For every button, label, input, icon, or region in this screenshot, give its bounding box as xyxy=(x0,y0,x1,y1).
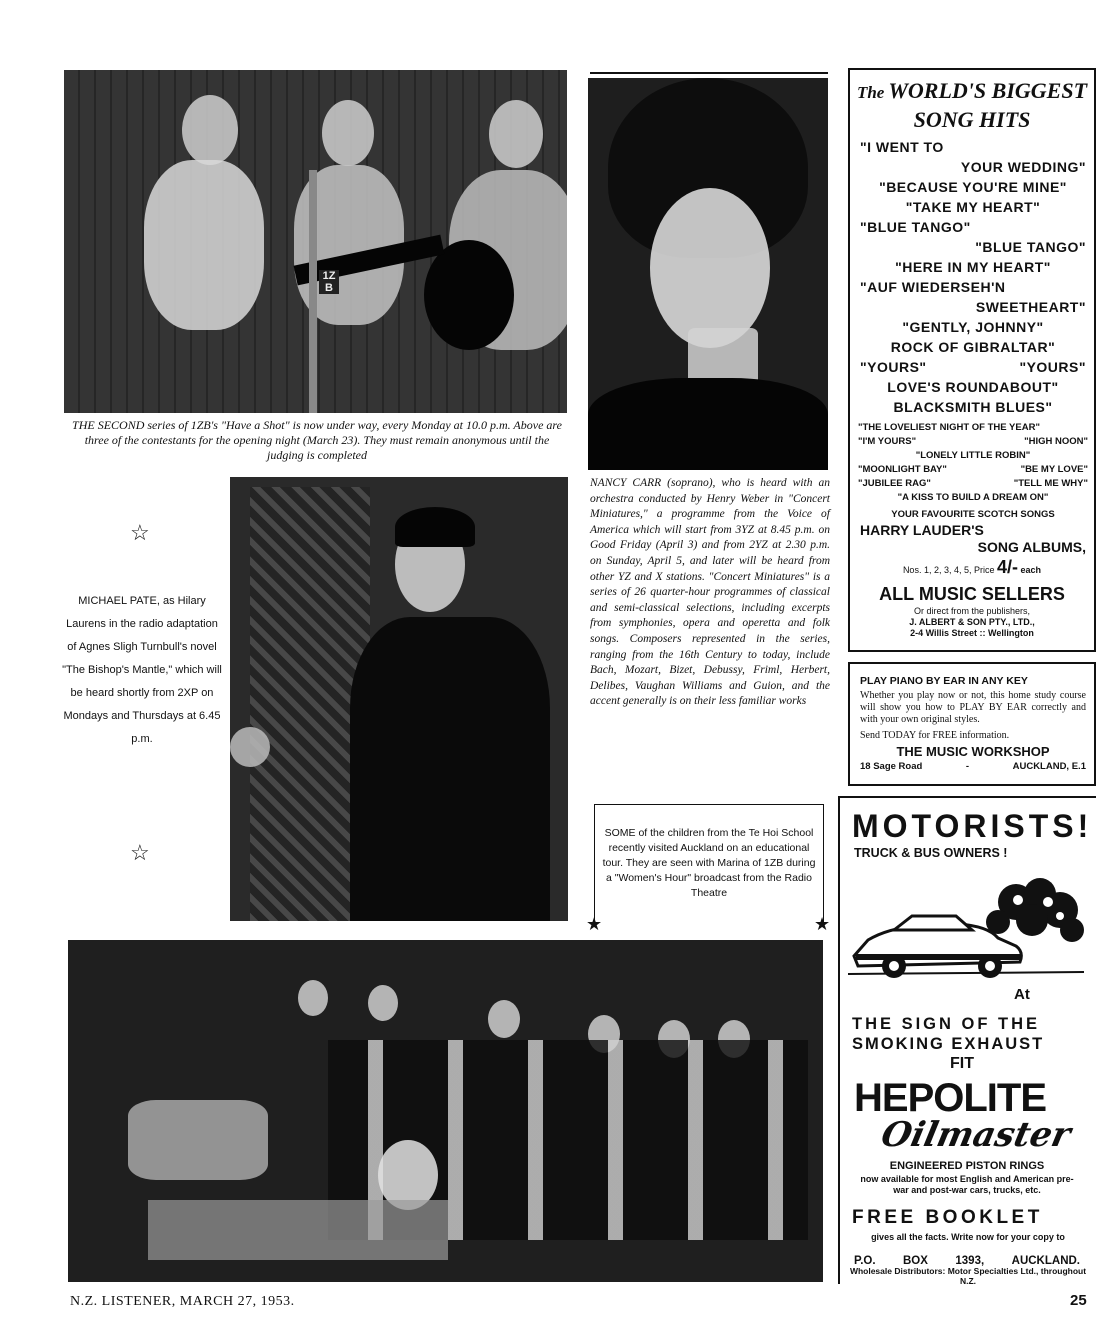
song-right: "BE MY LOVE" xyxy=(1020,464,1088,475)
song-line-small: "THE LOVELIEST NIGHT OF THE YEAR" xyxy=(858,422,1040,433)
ad-title-main: WORLD'S BIGGEST xyxy=(888,78,1088,103)
box-label: BOX xyxy=(903,1255,928,1267)
publisher-address: 2-4 Willis Street :: Wellington xyxy=(910,628,1034,638)
free-booklet: FREE BOOKLET xyxy=(852,1207,1043,1228)
song-line: "I WENT TO xyxy=(860,139,944,155)
car-illustration xyxy=(848,872,1088,984)
motor-sign-2: SMOKING EXHAUST xyxy=(852,1035,1045,1053)
star-icon: ★ xyxy=(586,914,603,934)
page-number: 25 xyxy=(1070,1292,1087,1309)
song-line: LOVE'S ROUNDABOUT" xyxy=(887,379,1059,395)
song-line-small xyxy=(858,477,1088,491)
motor-rings: ENGINEERED PISTON RINGS xyxy=(889,1160,1045,1172)
song-line: "BLUE TANGO" xyxy=(860,219,971,235)
song-line: "GENTLY, JOHNNY" xyxy=(902,319,1044,335)
star-icon: ☆ xyxy=(130,840,150,865)
album-each: each xyxy=(1020,565,1042,575)
ad-title-the: The xyxy=(856,83,885,102)
michael-pate-caption: MICHAEL PATE, as Hilary Laurens in the radio adaptation of Agnes Sligh Turnbull's novel "The Bishop's Mantle," which will be heard shortly from 2XP on Mondays and Thursdays at 6.45 p.m. xyxy=(62,595,222,745)
song-line: ROCK OF GIBRALTAR" xyxy=(890,339,1056,355)
album-price: 4/- xyxy=(997,557,1019,577)
publisher-name: J. ALBERT & SON PTY., LTD., xyxy=(909,617,1035,627)
piano-address xyxy=(860,760,1086,773)
piano-body: Whether you play now or not, this home study course will show you how to PLAY BY EAR correctly and with your own original styles. xyxy=(860,690,1086,725)
song-line: "BECAUSE YOU'RE MINE" xyxy=(879,179,1067,195)
song-line-small xyxy=(858,435,1088,449)
piano-headline: PLAY PIANO BY EAR IN ANY KEY xyxy=(860,675,1028,687)
po-label: P.O. xyxy=(854,1255,876,1267)
motor-sign-1: THE SIGN OF THE xyxy=(852,1015,1041,1033)
lauder-line: SONG ALBUMS, xyxy=(977,539,1086,555)
motor-fit: FIT xyxy=(950,1055,974,1072)
microphone-label: 1ZB xyxy=(319,270,339,294)
piano-send: Send TODAY for FREE information. xyxy=(860,730,1010,741)
song-right: "TELL ME WHY" xyxy=(1013,478,1088,489)
box-number: 1393, xyxy=(955,1255,985,1267)
motor-availability: now available for most English and American pre-war and post-war cars, trucks, etc. xyxy=(860,1174,1074,1195)
photo-school-children xyxy=(68,940,823,1282)
song-line: "BLUE TANGO" xyxy=(975,239,1086,255)
motor-facts: gives all the facts. Write now for your copy to xyxy=(871,1232,1065,1242)
song-line-small: "LONELY LITTLE ROBIN" xyxy=(915,450,1031,461)
photo-nancy-carr-caption: NANCY CARR (soprano), who is heard with an orchestra conducted by Henry Weber in "Concert Miniatures," a programme from the Voice of America which will start from 3YZ at 8.45 p.m. on Good Friday (April 3) and from 2YZ at 2.30 p.m. on Sunday, April 5, and later will be heard from other YZ and X stations. "Concert Miniatures" is a series of 26 quarter-hour programmes of classical and semi-classical selections, including excerpts from symphonies, opera and operetta and folk songs. Composers represented in the series, ranging from the 16th Century to today, include Bach, Mozart, Bizet, Debussy, Friml, Herbert, Delibes, Vaughan Williams and Guion, and the accent generally is on their less familiar works xyxy=(590,477,830,708)
photo-nancy-carr xyxy=(588,78,828,470)
photo-guitarists xyxy=(64,70,567,413)
publisher-direct: Or direct from the publishers, xyxy=(913,606,1031,616)
children-caption: SOME of the children from the Te Hoi School recently visited Auckland on an educational tour. They are seen with Marina of 1ZB during a "Women's Hour" broadcast from the Radio Theatre xyxy=(602,827,816,899)
song-left: "I'M YOURS" xyxy=(858,436,917,447)
piano-dash: - xyxy=(965,761,970,772)
lauder-line: HARRY LAUDER'S xyxy=(860,522,984,538)
motor-headline: MOTORISTS! xyxy=(852,808,1093,844)
song-line: BLACKSMITH BLUES" xyxy=(893,399,1053,415)
star-icon: ☆ xyxy=(130,520,150,545)
song-line: YOUR WEDDING" xyxy=(960,159,1086,175)
song-hits-ad xyxy=(848,68,1096,652)
all-music-sellers: ALL MUSIC SELLERS xyxy=(879,584,1065,604)
photo-michael-pate xyxy=(230,477,568,921)
piano-ad xyxy=(848,662,1096,786)
song-line-small: "A KISS TO BUILD A DREAM ON" xyxy=(897,492,1049,503)
song-line: SWEETHEART" xyxy=(975,299,1086,315)
rule-top xyxy=(590,72,828,74)
song-left: "MOONLIGHT BAY" xyxy=(858,464,947,475)
song-line-small xyxy=(858,463,1088,477)
motor-sub: TRUCK & BUS OWNERS ! xyxy=(854,846,1008,860)
footer-masthead: N.Z. LISTENER, MARCH 27, 1953. xyxy=(70,1294,295,1309)
photo-guitarists-caption: THE SECOND series of 1ZB's "Have a Shot" is now under way, every Monday at 10.0 p.m. Above are three of the contestants for the opening night (March 23). They must remain anonymous until the judging is completed xyxy=(72,418,562,462)
piano-workshop: THE MUSIC WORKSHOP xyxy=(896,744,1050,759)
song-line-left: "YOURS" xyxy=(860,359,927,375)
motor-at: At xyxy=(1014,986,1030,1003)
ad-title-sub: SONG HITS xyxy=(913,107,1031,132)
song-line xyxy=(860,357,1086,377)
hepolite-logo: HEPOLITE xyxy=(854,1076,1047,1120)
box-city: AUCKLAND. xyxy=(1011,1255,1080,1267)
motor-distributors: Wholesale Distributors: Motor Specialties Ltd., throughout N.Z. xyxy=(849,1266,1087,1286)
song-line: "AUF WIEDERSEH'N xyxy=(860,279,1006,295)
song-left: "JUBILEE RAG" xyxy=(858,478,931,489)
song-line: "HERE IN MY HEART" xyxy=(895,259,1051,275)
song-right: "HIGH NOON" xyxy=(1024,436,1088,447)
song-line-right: "YOURS" xyxy=(1019,359,1086,375)
piano-street: 18 Sage Road xyxy=(860,761,923,772)
scotch-songs: YOUR FAVOURITE SCOTCH SONGS xyxy=(891,509,1055,520)
piano-city: AUCKLAND, E.1 xyxy=(1012,761,1086,772)
oilmaster-logo: Oilmaster xyxy=(877,1115,1075,1155)
star-icon: ★ xyxy=(814,914,831,934)
song-line: "TAKE MY HEART" xyxy=(905,199,1041,215)
album-numbers: Nos. 1, 2, 3, 4, 5, Price xyxy=(902,565,995,575)
